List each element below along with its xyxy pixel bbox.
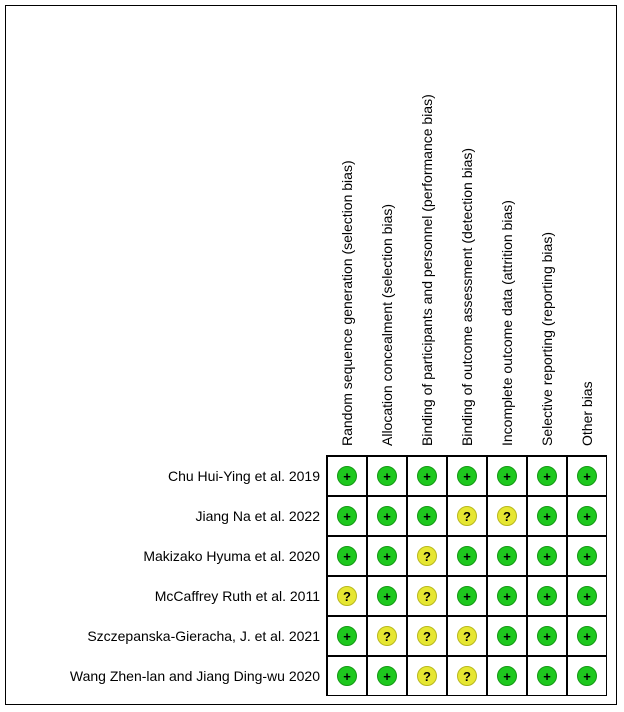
unclear-risk-dot: ? xyxy=(417,626,437,646)
column-header-label: Binding of outcome assessment (detection bias) xyxy=(459,147,475,446)
rating-cell xyxy=(448,657,486,695)
unclear-risk-dot: ? xyxy=(497,506,517,526)
low-risk-dot: + xyxy=(577,466,597,486)
rating-cell xyxy=(408,657,446,695)
column-header-label: Binding of participants and personnel (performance bias) xyxy=(419,94,435,446)
low-risk-dot: + xyxy=(377,466,397,486)
column-header-label: Selective reporting (reporting bias) xyxy=(539,232,555,446)
rating-cell xyxy=(368,537,406,575)
rating-cell xyxy=(448,497,486,535)
rating-cell xyxy=(568,537,606,575)
rating-cell xyxy=(488,457,526,495)
low-risk-dot: + xyxy=(417,506,437,526)
rating-cell xyxy=(328,617,366,655)
unclear-risk-dot: ? xyxy=(457,666,477,686)
rating-cell xyxy=(488,497,526,535)
rating-cell xyxy=(368,497,406,535)
rating-cell xyxy=(488,617,526,655)
low-risk-dot: + xyxy=(577,506,597,526)
study-label: Chu Hui-Ying et al. 2019 xyxy=(167,468,320,484)
column-header-label: Random sequence generation (selection bias) xyxy=(339,160,355,446)
low-risk-dot: + xyxy=(537,586,557,606)
study-label: Makizako Hyuma et al. 2020 xyxy=(143,548,320,564)
rating-cell xyxy=(528,497,566,535)
rating-cell xyxy=(488,537,526,575)
unclear-risk-dot: ? xyxy=(417,666,437,686)
unclear-risk-dot: ? xyxy=(417,586,437,606)
unclear-risk-dot: ? xyxy=(337,586,357,606)
study-label: McCaffrey Ruth et al. 2011 xyxy=(154,588,320,604)
rating-cell xyxy=(568,457,606,495)
unclear-risk-dot: ? xyxy=(457,506,477,526)
rating-cell xyxy=(528,577,566,615)
low-risk-dot: + xyxy=(337,546,357,566)
low-risk-dot: + xyxy=(577,626,597,646)
rating-cell xyxy=(528,537,566,575)
rating-cell xyxy=(368,457,406,495)
unclear-risk-dot: ? xyxy=(417,546,437,566)
rating-cell xyxy=(568,497,606,535)
low-risk-dot: + xyxy=(577,666,597,686)
low-risk-dot: + xyxy=(337,666,357,686)
low-risk-dot: + xyxy=(537,546,557,566)
rating-cell xyxy=(568,617,606,655)
rating-cell xyxy=(408,457,446,495)
rating-cell xyxy=(328,577,366,615)
low-risk-dot: + xyxy=(537,666,557,686)
rating-cell xyxy=(448,617,486,655)
low-risk-dot: + xyxy=(497,586,517,606)
low-risk-dot: + xyxy=(337,506,357,526)
rating-cell xyxy=(408,617,446,655)
low-risk-dot: + xyxy=(537,626,557,646)
low-risk-dot: + xyxy=(537,466,557,486)
low-risk-dot: + xyxy=(497,466,517,486)
low-risk-dot: + xyxy=(377,506,397,526)
rating-cell xyxy=(368,577,406,615)
low-risk-dot: + xyxy=(537,506,557,526)
low-risk-dot: + xyxy=(457,586,477,606)
rating-cell xyxy=(328,497,366,535)
low-risk-dot: + xyxy=(577,586,597,606)
rating-cell xyxy=(328,457,366,495)
rating-cell xyxy=(488,657,526,695)
low-risk-dot: + xyxy=(377,546,397,566)
rating-cell xyxy=(368,657,406,695)
rating-cell xyxy=(408,577,446,615)
study-label: Jiang Na et al. 2022 xyxy=(195,508,320,524)
risk-of-bias-grid xyxy=(326,455,607,696)
rating-cell xyxy=(568,577,606,615)
rating-cell xyxy=(448,537,486,575)
low-risk-dot: + xyxy=(497,546,517,566)
low-risk-dot: + xyxy=(497,626,517,646)
rating-cell xyxy=(328,657,366,695)
low-risk-dot: + xyxy=(417,466,437,486)
low-risk-dot: + xyxy=(457,546,477,566)
study-label: Szczepanska-Gieracha, J. et al. 2021 xyxy=(87,628,320,644)
rating-cell xyxy=(448,457,486,495)
low-risk-dot: + xyxy=(577,546,597,566)
unclear-risk-dot: ? xyxy=(377,626,397,646)
rating-cell xyxy=(368,617,406,655)
low-risk-dot: + xyxy=(457,466,477,486)
rating-cell xyxy=(448,577,486,615)
low-risk-dot: + xyxy=(377,666,397,686)
rating-cell xyxy=(488,577,526,615)
low-risk-dot: + xyxy=(337,626,357,646)
rating-cell xyxy=(528,657,566,695)
rating-cell xyxy=(328,537,366,575)
low-risk-dot: + xyxy=(497,666,517,686)
rating-cell xyxy=(568,657,606,695)
column-header-label: Allocation concealment (selection bias) xyxy=(379,203,395,446)
column-header-label: Incomplete outcome data (attrition bias) xyxy=(499,200,515,446)
rating-cell xyxy=(408,537,446,575)
unclear-risk-dot: ? xyxy=(457,626,477,646)
rating-cell xyxy=(408,497,446,535)
rating-cell xyxy=(528,617,566,655)
low-risk-dot: + xyxy=(377,586,397,606)
rating-cell xyxy=(528,457,566,495)
study-label: Wang Zhen-lan and Jiang Ding-wu 2020 xyxy=(69,668,320,684)
column-header-label: Other bias xyxy=(579,381,595,446)
low-risk-dot: + xyxy=(337,466,357,486)
